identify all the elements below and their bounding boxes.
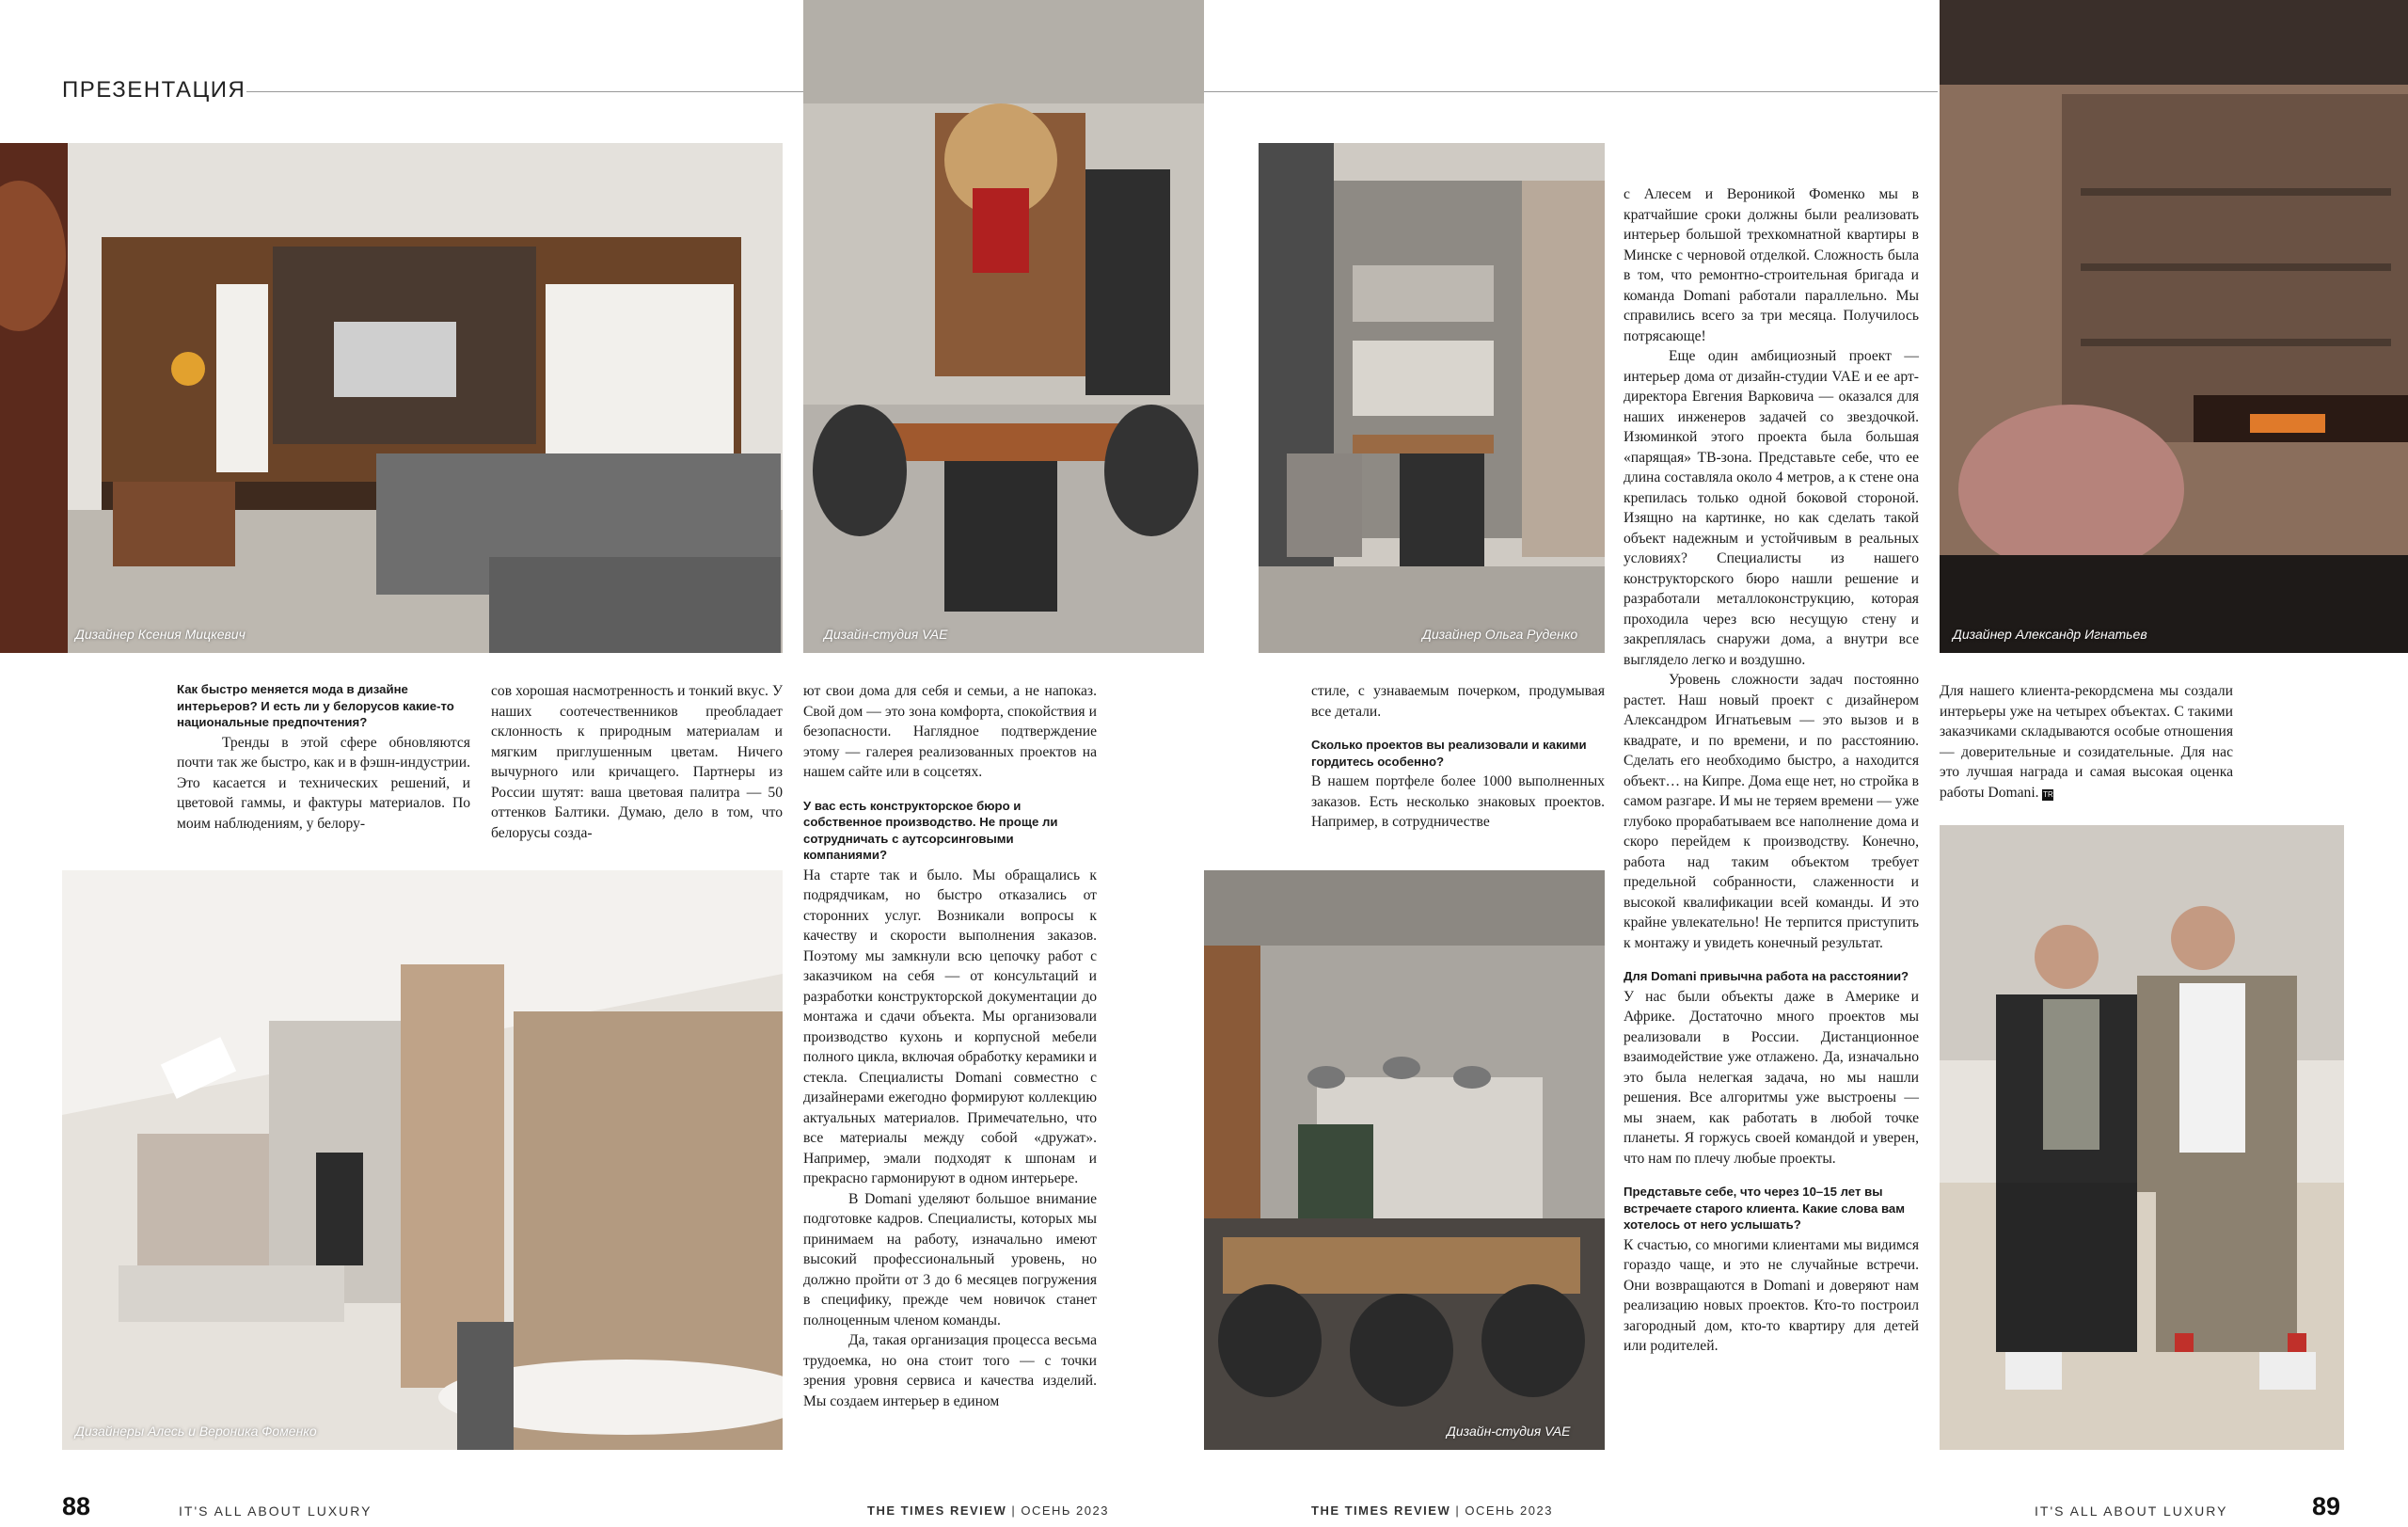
- photo-kitchen: [62, 870, 783, 1450]
- paragraph: Еще один амбициозный проект — интерьер дома от дизайн-студии VAE и ее арт-директора Евгения Варковича — оказался для наших инженеров задачей со звездочкой. Изюминкой этого проекта была большая «парящая» ТВ-зона. Представьте себе, что ее длина составляла около 4 метров, а к стене она крепилась только одной боковой стороной. Изящно на картинке, но как сделать такой объект надежным и устойчивым в реальных условиях? Специалисты из нашего конструкторского бюро нашли решение и разработали металлоконструкцию, которая проходила через всю несущую стену и закреплялась снаружи дома, а внутри все выглядело легко и воздушно.: [1624, 348, 1919, 668]
- paragraph: На старте так и было. Мы обращались к подрядчикам, но быстро отказались от сторонних услуг. Возникали вопросы к качеству и скорости выполнения заказов. Поэтому мы замкнули всю цепочку работ с заказчиком на себя — от консультаций и разработки конструкторской документации до монтажа и сдачи объекта. Мы организовали производство кухонь и корпусной мебели полного цикла, включая обработку керамики и стекла. Специалисты Domani совместно с дизайнерами ежегодно формируют коллекцию актуальных материалов. Примечательно, что все материалы между собой «дружат». Например, эмали подходят к шпонам и прекрасно гармонируют в одном интерьере.: [803, 867, 1097, 1186]
- magazine-name-left: [867, 1503, 1109, 1518]
- magazine-title: THE TIMES REVIEW: [867, 1503, 1007, 1518]
- question-heading: Сколько проектов вы реализовали и какими гордитесь особенно?: [1311, 738, 1587, 769]
- magazine-name-right: [1311, 1503, 1553, 1518]
- photo-caption: Дизайнер Александр Игнатьев: [1953, 627, 2147, 642]
- article-column-1: [177, 681, 470, 834]
- photo-caption: Дизайн-студия VAE: [824, 627, 948, 642]
- question-heading: Представьте себе, что через 10–15 лет вы встречаете старого клиента. Какие слова вам хотелось от него услышать?: [1624, 1185, 1905, 1232]
- closing-paragraph-text: Для нашего клиента-рекордсмена мы создали интерьеры уже на четырех объектах. С такими заказчиками складываются особые отношения — доверительные и созидательные. Для нас это лучшая награда и самая высокая оценка работы Domani.: [1940, 683, 2233, 801]
- magazine-title: THE TIMES REVIEW: [1311, 1503, 1451, 1518]
- header-rule-left: [246, 91, 803, 92]
- paragraph: В Domani уделяют большое внимание подготовке кадров. Специалисты, которых мы принимаем на работу, изначально имеют высокий профессиональный уровень, но должно пройти от 3 до 6 месяцев погружения в специфику, прежде чем новичок станет полноценным членом команды.: [803, 1190, 1097, 1328]
- photo-caption: Дизайнер Ксения Мицкевич: [75, 627, 246, 642]
- article-column-5: [1624, 184, 1919, 1357]
- photo-caption: Дизайн-студия VAE: [1447, 1424, 1571, 1439]
- paragraph: сов хорошая насмотренность и тонкий вкус. У наших соотечественников преобладает склонность к природным материалам и мягким приглушенным цветам. Ничего вычурного или кричащего. Партнеры из России шутят: ваша цветовая палитра — 50 оттенков Балтики. Думаю, дело в том, что белорусы созда-: [491, 683, 783, 841]
- question-heading: Как быстро меняется мода в дизайне интерьеров? И есть ли у белорусов какие-то национальные предпочтения?: [177, 682, 454, 729]
- photo-caption: Дизайнеры Алесь и Вероника Фоменко: [75, 1424, 317, 1439]
- article-column-2: [491, 681, 783, 843]
- photo-dining-vae-bottom: [1204, 870, 1605, 1450]
- photo-wardrobe: [1259, 143, 1605, 653]
- paragraph: ют свои дома для себя и семьи, а не напоказ. Свой дом — это зона комфорта, спокойствия и безопасности. Наглядное подтверждение этому — галерея реализованных проектов на нашем сайте или в соцсетях.: [803, 683, 1097, 780]
- paragraph: стиле, с узнаваемым почерком, продумывая все детали.: [1311, 683, 1605, 720]
- end-mark-logo-icon: TR: [2043, 789, 2053, 799]
- paragraph: Тренды в этой сфере обновляются почти так же быстро, как и в фэшн-индустрии. Это касается и технических решений, и цветовой гаммы, и фактуры материалов. По моим наблюдениям, у белору-: [177, 734, 470, 832]
- tagline-right: IT'S ALL ABOUT LUXURY: [2035, 1503, 2228, 1519]
- paragraph: У нас были объекты даже в Америке и Африке. Достаточно много проектов мы реализовали в России. Дистанционное взаимодействие уже отлажено. Да, изначально это была нелегкая задача, но мы нашли решения. Все алгоритмы уже выстроены — мы знаем, как работать в любой точке планеты. Я горжусь своей командой и уверен, что нам по плечу любые проекты.: [1624, 988, 1919, 1167]
- photo-living-room: [0, 143, 783, 653]
- question-heading: У вас есть конструкторское бюро и собственное производство. Не проще ли сотрудничать с аутсорсинговыми компаниями?: [803, 798, 1058, 862]
- tagline-left: IT'S ALL ABOUT LUXURY: [179, 1503, 372, 1519]
- paragraph: [1940, 681, 2233, 803]
- paragraph: В нашем портфеле более 1000 выполненных заказов. Есть несколько знаковых проектов. Например, в сотрудничестве: [1311, 773, 1605, 830]
- paragraph: Да, такая организация процесса весьма трудоемка, но она стоит того — с точки зрения уровня сервиса и качества изделий. Мы создаем интерьер в едином: [803, 1332, 1097, 1409]
- page-number-right: 89: [2312, 1492, 2341, 1520]
- article-column-4: [1311, 681, 1605, 833]
- photo-portrait: [1940, 825, 2344, 1450]
- photo-caption: Дизайнер Ольга Руденко: [1422, 627, 1578, 642]
- paragraph: Уровень сложности задач постоянно растет. Наш новый проект с дизайнером Александром Игнатьевым — это вызов и в квадрате, и по времени, и по расстоянию. Сделать его необходимо быстро, а находится объект… на Кипре. Дома еще нет, но стройка в самом разгаре. И мы не теряем времени — уже глубоко прорабатываем все наполнение дома и скоро перейдем к производству. Конечно, работа над таким объектом требует предельной собранности, слаженности и высокой квалификации всей команды. И это крайне увлекательно! Не терпится приступить к монтажу и увидеть конечный результат.: [1624, 672, 1919, 951]
- photo-dining-vae-top: [803, 0, 1204, 653]
- article-column-3: [803, 681, 1097, 1411]
- paragraph: К счастью, со многими клиентами мы видимся гораздо чаще, и это не случайные встречи. Они возвращаются в Domani и доверяют нам реализацию новых проектов. Кто-то построил загородный дом, кто-то квартиру для детей или родителей.: [1624, 1236, 1919, 1354]
- photo-lounge: [1940, 0, 2408, 653]
- section-label: ПРЕЗЕНТАЦИЯ: [62, 77, 246, 103]
- magazine-issue: | ОСЕНЬ 2023: [1011, 1503, 1109, 1518]
- page-number-left: 88: [62, 1492, 91, 1520]
- article-column-6: [1940, 681, 2233, 803]
- header-rule-right: [1204, 91, 1938, 92]
- question-heading: Для Domani привычна работа на расстоянии?: [1624, 969, 1909, 983]
- magazine-issue: | ОСЕНЬ 2023: [1455, 1503, 1553, 1518]
- paragraph: с Алесем и Вероникой Фоменко мы в кратчайшие сроки должны были реализовать интерьер большой трехкомнатной квартиры в Минске с черновой отделкой. Сложность была в том, что ремонтно-строительная бригада и команда Domani работали параллельно. Мы справились всего за три месяца. Получилось потрясающе!: [1624, 186, 1919, 344]
